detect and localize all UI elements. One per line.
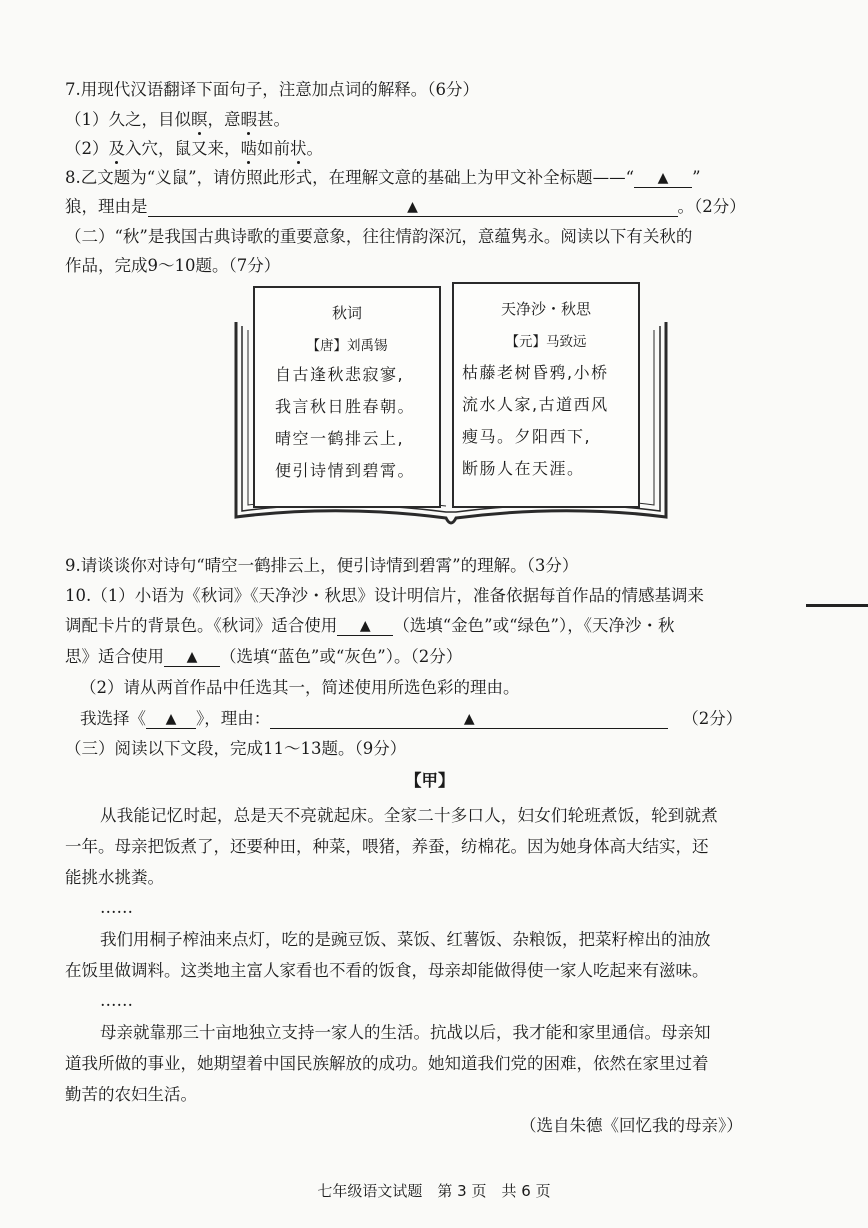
passage-ellipsis: …… xyxy=(100,991,133,1010)
q10-line-5 xyxy=(80,708,742,730)
q7-s2-num: （2） xyxy=(65,139,109,158)
poem-author: 【元】马致远 xyxy=(505,334,587,350)
passage-jia-heading: 【甲】 xyxy=(405,771,455,790)
q7-s1-num: （1） xyxy=(65,110,109,129)
poem-line: 枯藤老树昏鸦,小桥 xyxy=(462,363,609,382)
page-footer: 七年级语文试题 第 3 页 共 6 页 xyxy=(317,1182,551,1200)
dotted-word: 瞑 xyxy=(191,110,208,129)
q9-stem: 9.请谈谈你对诗句“晴空一鹤排云上，便引诗情到碧霄”的理解。（3分） xyxy=(65,556,579,575)
passage-ellipsis: …… xyxy=(100,898,133,917)
q7-s1-text-b: ，意 xyxy=(207,110,241,129)
passage-line: 母亲就靠那三十亩地独立支持一家人的生活。抗战以后，我才能和家里通信。母亲知 xyxy=(100,1023,711,1042)
dotted-word: 暇 xyxy=(240,110,257,129)
q10-reason-blank[interactable] xyxy=(270,710,668,729)
q10-line-4: （2）请从两首作品中任选其一，简述使用所选色彩的理由。 xyxy=(80,678,520,697)
q8-line-2 xyxy=(65,196,746,218)
q7-sentence-2 xyxy=(65,138,323,160)
passage-line: 道我所做的事业，她期望着中国民族解放的成功。她知道我们党的困难，依然在家里过着 xyxy=(65,1054,709,1073)
q7-s2-text-a: 入穴，鼠又来， xyxy=(125,139,241,158)
poem-title: 秋词 xyxy=(331,304,362,322)
answer-triangle-icon: ▲ xyxy=(165,711,177,727)
q10-score: （2分） xyxy=(682,709,743,728)
passage-line: 我们用桐子榨油来点灯，吃的是豌豆饭、菜饭、红薯饭、杂粮饭，把菜籽榨出的油放 xyxy=(100,930,711,949)
q10-line-3 xyxy=(65,646,462,668)
poem-line: 瘦马。夕阳西下, xyxy=(462,427,592,446)
answer-triangle-icon: ▲ xyxy=(186,649,198,665)
q10-text: 我选择《 xyxy=(80,709,146,728)
answer-triangle-icon: ▲ xyxy=(359,618,371,634)
poem-line: 流水人家,古道西风 xyxy=(462,395,609,414)
q8-text-a: 8.乙文题为“义鼠”，请仿照此形式，在理解文意的基础上为甲文补全标题——“ xyxy=(65,168,635,187)
q10-text: （选填“蓝色”或“灰色”）。（2分） xyxy=(220,647,463,666)
q10-text: 调配卡片的背景色。《秋词》适合使用 xyxy=(65,616,338,635)
poem-line: 我言秋日胜春朝。 xyxy=(275,397,416,416)
dotted-word: 啮 xyxy=(240,139,257,158)
poem-line: 晴空一鹤排云上, xyxy=(275,429,405,448)
answer-triangle-icon: ▲ xyxy=(407,199,418,215)
poem-card-qiuci xyxy=(253,286,441,508)
poem-line: 便引诗情到碧霄。 xyxy=(275,461,416,480)
answer-triangle-icon: ▲ xyxy=(657,170,669,186)
q7-s1-text-c: 甚。 xyxy=(257,110,290,129)
q7-sentence-1 xyxy=(65,109,290,131)
passage-line: 从我能记忆时起，总是天不亮就起床。全家二十多口人，妇女们轮班煮饭，轮到就煮 xyxy=(100,806,718,825)
section-2-intro-1: （二）“秋”是我国古典诗歌的重要意象，往往情韵深沉，意蕴隽永。阅读以下有关秋的 xyxy=(65,227,693,246)
dotted-word: 状 xyxy=(290,139,307,158)
q10-color-blank-2[interactable] xyxy=(164,648,220,667)
q8-text-d: 。（2分） xyxy=(677,197,746,216)
q7-stem: 7.用现代汉语翻译下面句子，注意加点词的解释。（6分） xyxy=(65,80,479,99)
section-2-intro-2: 作品，完成9～10题。（7分） xyxy=(65,256,281,275)
passage-source: （选自朱德《回忆我的母亲》） xyxy=(520,1116,743,1135)
q10-line-2 xyxy=(65,615,675,637)
q10-color-blank-1[interactable] xyxy=(337,617,393,636)
q7-s2-text-c: 。 xyxy=(306,139,323,158)
q7-s1-text-a: 久之，目似 xyxy=(108,110,191,129)
section-3-intro: （三）阅读以下文段，完成11～13题。（9分） xyxy=(65,739,407,758)
answer-triangle-icon: ▲ xyxy=(463,711,475,727)
q7-s2-text-b: 如前 xyxy=(257,139,290,158)
dotted-word: 及 xyxy=(108,139,125,158)
q8-text-b: ” xyxy=(692,168,701,187)
q8-reason-blank[interactable] xyxy=(148,198,678,217)
q8-text-c: 狼，理由是 xyxy=(65,197,148,216)
q8-line-1 xyxy=(65,167,701,189)
q10-text: 思》适合使用 xyxy=(65,647,164,666)
passage-line: 在饭里做调料。这类地主富人家看也不看的饭食，母亲却能做得使一家人吃起来有滋味。 xyxy=(65,961,709,980)
passage-line: 勤苦的农妇生活。 xyxy=(65,1085,197,1104)
passage-line: 一年。母亲把饭煮了，还要种田，种菜，喂猪，养蚕，纺棉花。因为她身体高大结实，还 xyxy=(65,837,709,856)
binding-margin-mark xyxy=(806,604,868,607)
poem-line: 自古逢秋悲寂寥, xyxy=(275,365,405,384)
passage-line: 能挑水挑粪。 xyxy=(65,868,164,887)
poem-card-tianjingsha xyxy=(452,282,640,508)
q8-title-blank[interactable] xyxy=(634,169,692,188)
q10-text: 》，理由： xyxy=(196,709,271,728)
q10-poem-choice-blank[interactable] xyxy=(146,710,196,729)
poem-line: 断肠人在天涯。 xyxy=(462,459,585,478)
q10-text: （选填“金色”或“绿色”），《天净沙・秋 xyxy=(393,616,675,635)
poem-title: 天净沙・秋思 xyxy=(500,300,591,318)
poem-author: 【唐】刘禹锡 xyxy=(306,338,388,354)
q10-line-1: 10.（1）小语为《秋词》《天净沙・秋思》设计明信片，准备依据每首作品的情感基调来 xyxy=(65,586,704,605)
